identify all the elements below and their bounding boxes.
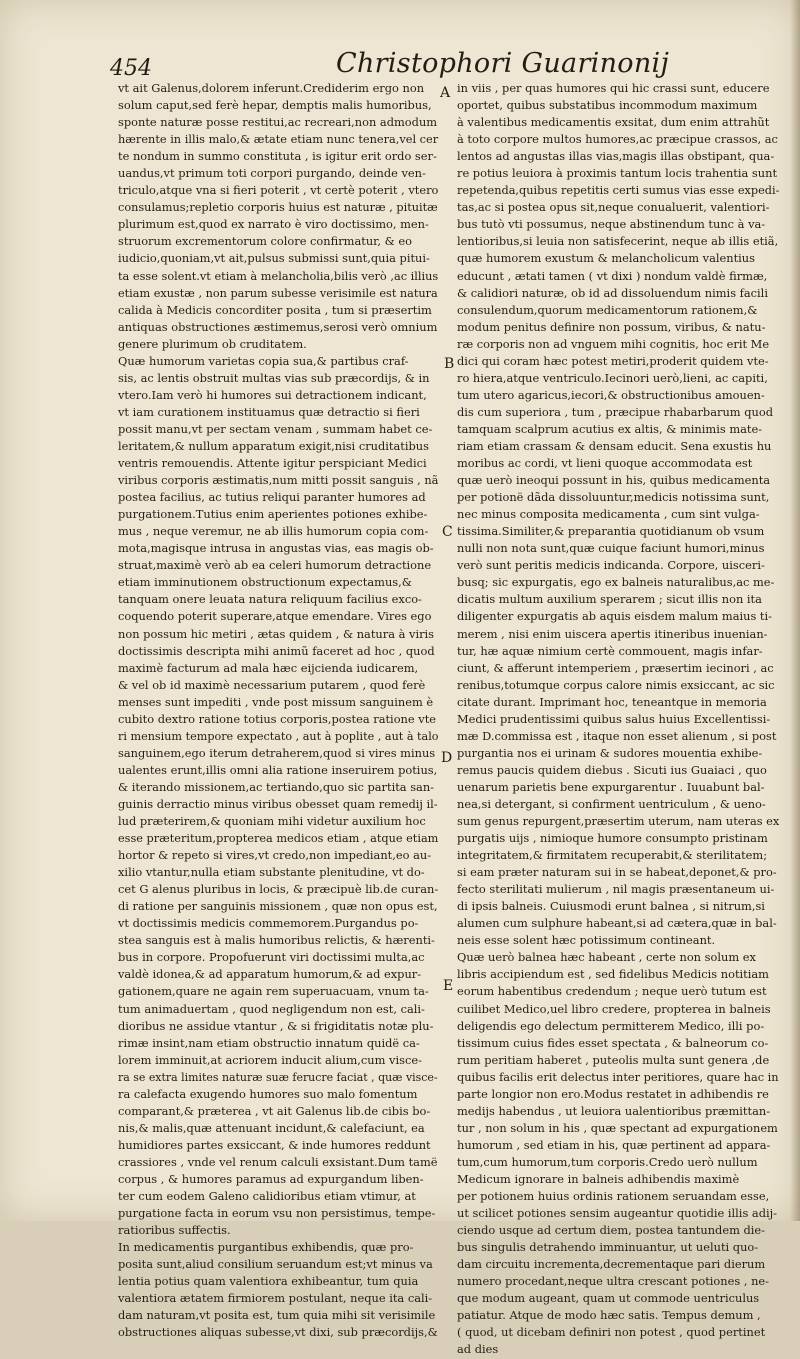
- text-line: à valentibus medicamentis exsitat, dum enim attrahũt: [457, 115, 770, 130]
- text-line: ( quod, ut dicebam definiri non potest , quod pertinet: [457, 1325, 766, 1340]
- text-line: per potionem huius ordinis rationem seruandam esse,: [457, 1189, 770, 1204]
- text-line: consulendum,quorum medicamentorum rationem,&: [457, 302, 758, 317]
- text-line: busq; sic expurgatis, ego ex balneis naturalibus,ac me-: [457, 575, 775, 590]
- text-line: coquendo poterit superare,atque emendare. Vires ego: [118, 609, 432, 624]
- text-line: dioribus ne assidue vtantur , & si frigiditatis notæ plu-: [118, 1018, 434, 1033]
- text-line: te nondum in summo constituta , is igitur erit ordo ser-: [118, 149, 437, 164]
- text-line: ciunt, & afferunt intemperiem , præsertim iecinori , ac: [457, 660, 774, 675]
- text-line: mota,magisque intrusa in angustas vias, eas magis ob-: [118, 541, 434, 556]
- margin-letter-c: C: [442, 524, 453, 540]
- page-header: [110, 44, 710, 84]
- right-text-column: [457, 80, 779, 1359]
- text-line: triculo,atque vna si fieri poterit , vt certè poterit , vtero: [118, 183, 439, 198]
- text-line: mus , neque veremur, ne ab illis humorum copia com-: [118, 524, 429, 539]
- text-line: rimæ insint,nam etiam obstructio innatum quidë ca-: [118, 1035, 420, 1050]
- text-line: possit manu,vt per sectam venam , summam habet ce-: [118, 421, 433, 436]
- text-line: guinis derractio minus viribus obesset quam remedij il-: [118, 796, 438, 811]
- text-line: vt iam curationem instituamus quæ detractio si fieri: [118, 404, 420, 419]
- text-line: riam etiam crassam & densam educit. Sena exustis hu: [457, 438, 772, 453]
- text-line: ræ corporis non ad vnguem mihi cognitis, hoc erit Me: [457, 336, 770, 351]
- text-line: lorem imminuit,at acriorem inducit alium,cum visce-: [118, 1052, 422, 1067]
- text-line: ventris remouendis. Attente igitur perspiciant Medici: [118, 456, 427, 471]
- text-line: ratioribus suffectis.: [118, 1223, 231, 1238]
- text-line: cet G alenus pluribus in locis, & præcipuè lib.de curan-: [118, 882, 439, 897]
- text-line: remus paucis quidem diebus . Sicuti ius Guaiaci , quo: [457, 762, 767, 777]
- text-line: per potionë dãda dissoluuntur,medicis notissima sunt,: [457, 490, 770, 505]
- text-line: verò sunt peritis medicis indicanda. Corpore, uisceri-: [457, 558, 765, 573]
- text-line: eorum habentibus credendum ; neque uerò tutum est: [457, 984, 767, 999]
- text-line: solum caput,sed ferè hepar, demptis malis humoribus,: [118, 98, 432, 113]
- text-line: crassiores , vnde vel renum calculi exsistant.Dum tamë: [118, 1154, 438, 1169]
- text-line: In medicamentis purgantibus exhibendis, quæ pro-: [118, 1240, 414, 1255]
- text-line: vt ait Galenus,dolorem inferunt.Crediderim ergo non: [118, 81, 425, 95]
- text-line: lentos ad angustas illas vias,magis illas obstipant, qua-: [457, 149, 775, 164]
- text-line: posita sunt,aliud consilium seruandum est;vt minus va: [118, 1257, 433, 1272]
- text-line: viribus corporis æstimatis,num mitti possit sanguis , nã: [118, 473, 439, 488]
- text-line: quibus facilis erit delectus inter peritiores, quare hac in: [457, 1069, 779, 1084]
- text-line: lentioribus,si leuia non satisfecerint, neque ab illis etiã,: [457, 234, 779, 249]
- text-line: libris accipiendum est , sed fidelibus Medicis notitiam: [457, 967, 769, 982]
- text-line: medijs habendus , ut leuiora ualentioribus præmittan-: [457, 1103, 771, 1118]
- text-line: ta esse solent.vt etiam à melancholia,bilis verò ,ac illius: [118, 268, 439, 283]
- text-line: iudicio,quoniam,vt ait,pulsus submissi sunt,quia pitui-: [118, 251, 430, 266]
- text-line: tum animaduertam , quod negligendum non est, cali-: [118, 1001, 425, 1016]
- text-line: plurimum est,quod ex narrato è viro doctissimo, men-: [118, 217, 429, 232]
- text-line: ter cum eodem Galeno calidioribus etiam vtimur, at: [118, 1189, 416, 1204]
- text-line: sum genus repurgent,præsertim uterum, nam uteras ex: [457, 814, 780, 829]
- text-line: modum penitus definire non possum, viribus, & natu-: [457, 319, 766, 334]
- text-line: sponte naturæ posse restitui,ac recreari,non admodum: [118, 115, 438, 130]
- text-line: ualentes erunt,illis omni alia ratione inseruirem potius,: [118, 762, 438, 777]
- text-line: purgatione facta in eorum vsu non persistimus, tempe-: [118, 1206, 436, 1221]
- text-line: doctissimis descripta mihi animũ faceret ad hoc , quod: [118, 643, 435, 658]
- text-line: lud præterirem,& quoniam mihi videtur auxilium hoc: [118, 814, 426, 829]
- text-line: à toto corpore multos humores,ac præcipue crassos, ac: [457, 132, 778, 147]
- text-line: quæ uerò ineoqui possunt in his, quibus medicamenta: [457, 473, 771, 488]
- text-line: comparant,& præterea , vt ait Galenus lib.de cibis bo-: [118, 1103, 431, 1118]
- text-line: bus singulis detrahendo imminuantur, ut ueluti quo-: [457, 1240, 759, 1255]
- text-line: etiam imminutionem obstructionum expectamus,&: [118, 575, 412, 590]
- text-line: oportet, quibus substatibus incommodum maximum: [457, 98, 758, 113]
- text-line: obstructiones aliquas subesse,vt dixi, sub præcordijs,&: [118, 1325, 438, 1340]
- margin-letter-e: E: [443, 978, 454, 994]
- text-line: & iterando missionem,ac tertiando,quo sic partita san-: [118, 779, 435, 794]
- text-line: uandus,vt primum toti corpori purgando, deinde ven-: [118, 166, 426, 181]
- text-line: hærente in illis malo,& ætate etiam nunc tenera,vel cer: [118, 132, 439, 147]
- text-line: parte longior non ero.Modus restatet in adhibendis re: [457, 1086, 769, 1101]
- text-line: tum,cum humorum,tum corporis.Credo uerò nullum: [457, 1154, 758, 1169]
- text-line: dam circuitu incrementa,decrementaque pari dierum: [457, 1257, 766, 1272]
- text-line: vt doctissimis medicis commemorem.Purgandus po-: [118, 916, 419, 931]
- text-line: leritatem,& nullum apparatum exigit,nisi cruditatibus: [118, 438, 429, 453]
- margin-letter-d: D: [441, 750, 453, 766]
- text-line: repetenda,quibus repetitis certi sumus vias esse expedi-: [457, 183, 780, 198]
- text-line: valdè idonea,& ad apparatum humorum,& ad expur-: [118, 967, 422, 982]
- text-line: ra se extra limites naturæ suæ ferucre faciat , quæ visce-: [118, 1069, 438, 1084]
- text-line: bus in corpore. Propofuerunt viri doctissimi multa,ac: [118, 950, 425, 965]
- margin-letter-b: B: [444, 356, 455, 372]
- text-line: antiquas obstructiones æstimemus,serosi verò omnium: [118, 319, 438, 334]
- text-line: & calidiori naturæ, ob id ad dissoluendum nimis facili: [457, 285, 768, 300]
- margin-letter-a: A: [440, 85, 451, 101]
- text-line: si eam præter naturam sui in se habeat,deponet,& pro-: [457, 865, 777, 880]
- text-line: uenarum parietis bene expurgarentur . Iuuabunt bal-: [457, 779, 765, 794]
- text-line: di ipsis balneis. Cuiusmodi erunt balnea , si nitrum,si: [457, 899, 765, 914]
- text-line: re potius leuiora à proximis tantum locis trahentia sunt: [457, 166, 778, 181]
- text-line: postea facilius, ac tutius reliqui paranter humores ad: [118, 490, 426, 505]
- text-line: moribus ac cordi, vt lieni quoque accommodata est: [457, 456, 753, 471]
- text-line: & vel ob id maximè necessarium putarem , quod ferè: [118, 677, 426, 692]
- text-line: non possum hic metiri , ætas quidem , & natura à viris: [118, 626, 435, 641]
- text-line: stea sanguis est à malis humoribus relictis, & hærenti-: [118, 933, 435, 948]
- text-line: nulli non nota sunt,quæ cuique faciunt humori,minus: [457, 541, 765, 556]
- text-line: educunt , ætati tamen ( vt dixi ) nondum valdè firmæ,: [457, 268, 768, 283]
- text-line: tur, hæ aquæ nimium certè commouent, magis infar-: [457, 643, 763, 658]
- text-line: purgationem.Tutius enim aperientes potiones exhibe-: [118, 507, 428, 522]
- text-line: tissima.Similiter,& preparantia quotidianum ob vsum: [457, 524, 765, 539]
- page-edge-shadow: [790, 0, 800, 1221]
- text-line: di ratione per sanguinis missionem , quæ non opus est,: [118, 899, 438, 914]
- text-line: merem , nisi enim uiscera apertis itineribus inuenian-: [457, 626, 768, 641]
- text-line: esse præteritum,propterea medicos etiam , atque etiam: [118, 831, 439, 846]
- text-line: diligenter expurgatis ab aquis eisdem malum maius ti-: [457, 609, 772, 624]
- text-line: citate durant. Imprimant hoc, teneantque in memoria: [457, 694, 767, 709]
- text-line: tur , non solum in his , quæ spectant ad expurgationem: [457, 1120, 778, 1135]
- text-line: tas,ac si postea opus sit,neque conualuerit, valentiori-: [457, 200, 770, 215]
- text-line: hortor & repeto si vires,vt credo,non impediant,eo au-: [118, 848, 432, 863]
- text-line: ri mensium tempore expectato , aut à poplite , aut à talo: [118, 728, 439, 743]
- text-line: valentiora ætatem firmiorem postulant, neque ita cali-: [118, 1291, 433, 1306]
- text-line: alumen cum sulphure habeant,si ad cætera,quæ in bal-: [457, 916, 777, 931]
- text-line: purgatis uijs , nimioque humore consumpto pristinam: [457, 831, 768, 846]
- text-line: menses sunt impediti , vnde post missum sanguinem è: [118, 694, 434, 709]
- text-line: cuilibet Medico,uel libro credere, propterea in balneis: [457, 1001, 771, 1016]
- text-line: calida à Medicis concorditer posita , tum si præsertim: [118, 302, 432, 317]
- text-line: Quæ uerò balnea hæc habeant , certe non solum ex: [457, 950, 756, 965]
- text-line: deligendis ego delectum permitterem Medico, illi po-: [457, 1018, 765, 1033]
- text-line: sanguinem,ego iterum detraherem,quod si vires minus: [118, 745, 436, 760]
- text-line: que modum augeant, quam ut commode uentriculus: [457, 1291, 760, 1306]
- text-line: struorum excrementorum colore confirmatur, & eo: [118, 234, 412, 249]
- text-line: cubito dextro ratione totius corporis,postea ratione vte: [118, 711, 437, 726]
- text-line: mæ D.commissa est , itaque non esset alienum , si post: [457, 728, 777, 743]
- text-line: ciendo usque ad certum diem, postea tantundem die-: [457, 1223, 766, 1238]
- text-line: dam naturam,vt posita est, tum quia mihi sit verisimile: [118, 1308, 436, 1323]
- text-line: bus tutò vti possumus, neque abstinendum tunc à va-: [457, 217, 766, 232]
- text-line: Quæ humorum varietas copia sua,& partibus craf-: [118, 353, 409, 368]
- text-line: humorum , sed etiam in his, quæ pertinent ad appara-: [457, 1137, 771, 1152]
- text-line: quæ humorem exustum & melancholicum valentius: [457, 251, 755, 266]
- text-line: dici qui coram hæc potest metiri,proderit quidem vte-: [457, 353, 769, 368]
- text-line: consulamus;repletio corporis huius est naturæ , pituitæ: [118, 200, 438, 215]
- text-line: purgantia nos ei urinam & sudores mouentia exhibe-: [457, 745, 763, 760]
- text-line: ra calefacta exugendo humores suo malo fomentum: [118, 1086, 418, 1101]
- text-line: tum utero agaricus,iecori,& obstructionibus amouen-: [457, 387, 765, 402]
- text-line: maximè facturum ad mala hæc eijcienda iudicarem,: [118, 660, 419, 675]
- text-line: tissimum cuius fides esset spectata , & balneorum co-: [457, 1035, 769, 1050]
- text-line: patiatur. Atque de modo hæc satis. Tempus demum ,: [457, 1308, 761, 1323]
- text-line: dis cum superiora , tum , præcipue rhabarbarum quod: [457, 404, 773, 419]
- running-title: Christophori Guarinonij: [336, 48, 670, 79]
- text-line: vtero.Iam verò hi humores sui detractionem indicant,: [118, 387, 427, 402]
- text-line: nea,si detergant, si confirment uentriculum , & ueno-: [457, 796, 766, 811]
- text-line: rum peritiam haberet , puteolis multa sunt genera ,de: [457, 1052, 770, 1067]
- text-line: tamquam scalprum acutius ex altis, & minimis mate-: [457, 421, 763, 436]
- text-line: lentia potius quam valentiora exhibeantur, tum quia: [118, 1274, 419, 1289]
- page-number: 454: [110, 56, 152, 81]
- text-line: Medici prudentissimi quibus salus huius Excellentissi-: [457, 711, 771, 726]
- text-line: Medicum ignorare in balneis adhibendis maximè: [457, 1172, 740, 1186]
- left-text-column: [118, 80, 438, 1341]
- text-line: dicatis multum auxilium sperarem ; sicut illis non ita: [457, 592, 762, 607]
- text-line: numero procedant,neque ultra crescant potiones , ne-: [457, 1274, 770, 1289]
- text-line: ad dies: [457, 1342, 499, 1357]
- text-line: ro hiera,atque ventriculo.Iecinori uerò,lieni, ac capiti,: [457, 370, 768, 385]
- text-line: xilio vtantur,nulla etiam substante plenitudine, vt do-: [118, 865, 425, 880]
- text-line: gationem,quare ne again rem superuacuam, vnum ta-: [118, 984, 429, 999]
- text-line: ut scilicet potiones sensim augeantur quotidie illis adij-: [457, 1206, 778, 1221]
- text-line: fecto sterilitati mulierum , nil magis præsentaneum ui-: [457, 882, 775, 897]
- text-line: sis, ac lentis obstruit multas vias sub præcordijs, & in: [118, 370, 430, 385]
- text-line: in viis , per quas humores qui hic crassi sunt, educere: [457, 81, 770, 95]
- text-line: renibus,totumque corpus calore nimis exsiccant, ac sic: [457, 677, 775, 692]
- text-line: integritatem,& firmitatem recuperabit,& sterilitatem;: [457, 848, 768, 863]
- text-line: humidiores partes exsiccant, & inde humores reddunt: [118, 1137, 431, 1152]
- text-line: corpus , & humores paramus ad expurgandum liben-: [118, 1172, 424, 1186]
- text-line: genere plurimum ob cruditatem.: [118, 336, 307, 351]
- text-line: nis,& malis,quæ attenuant incidunt,& calefaciunt, ea: [118, 1120, 425, 1135]
- text-line: tanquam onere leuata natura reliquum facilius exco-: [118, 592, 422, 607]
- text-line: nec minus composita medicamenta , cum sint vulga-: [457, 507, 760, 522]
- text-line: struat,maximè verò ab ea celeri humorum detractione: [118, 558, 432, 573]
- text-line: etiam exustæ , non parum subesse verisimile est natura: [118, 285, 438, 300]
- text-line: neis esse solent hæc potissimum contineant.: [457, 933, 716, 948]
